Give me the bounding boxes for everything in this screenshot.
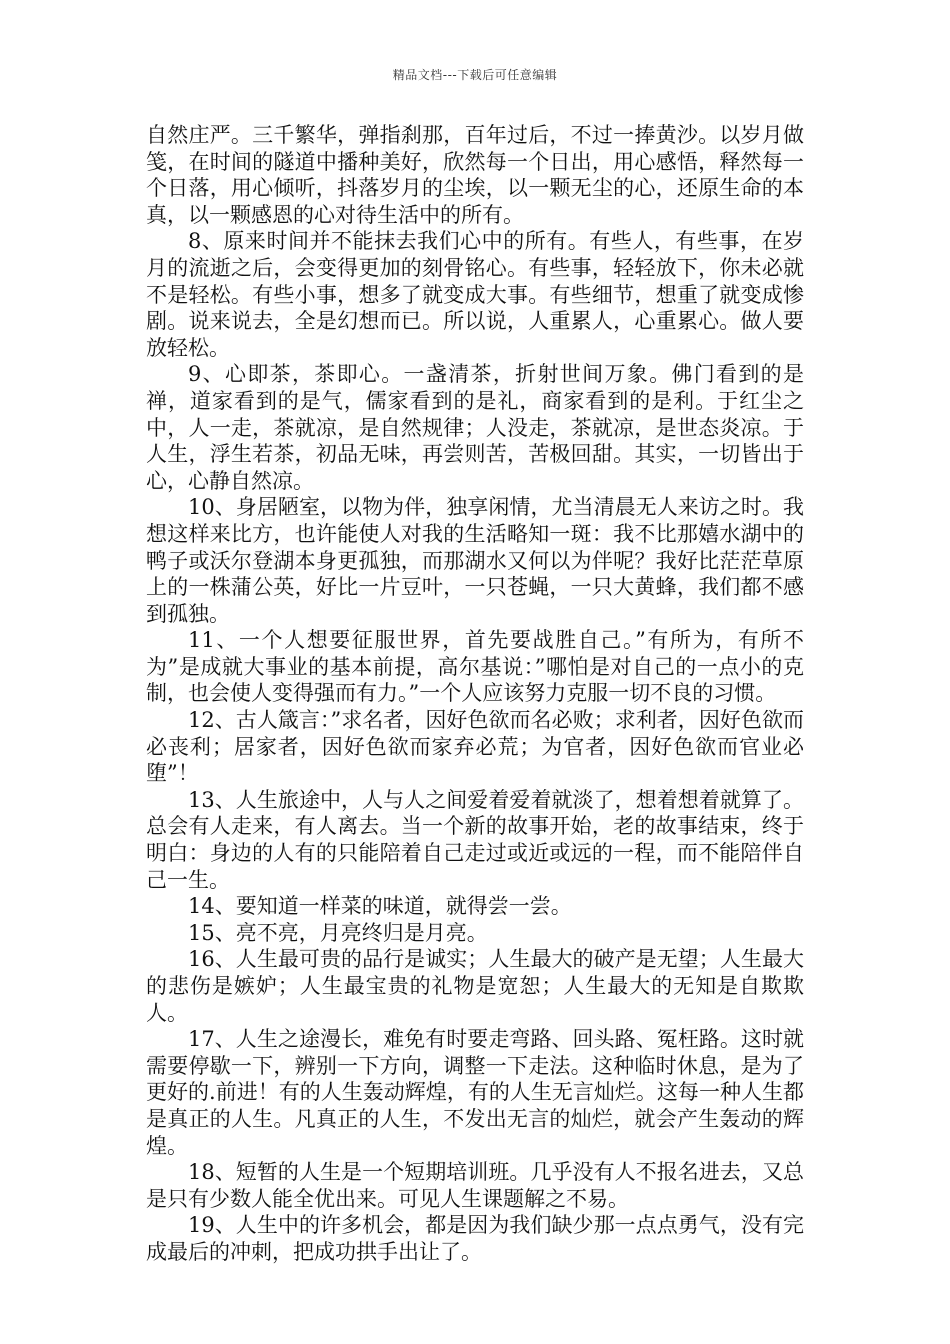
paragraph-item-11: 11、一个人想要征服世界，首先要战胜自己。”有所为，有所不为”是成就大事业的基本前提，高尔基说：”哪怕是对自己的一点小的克制，也会使人变得强而有力。”一个人应该努力克服一切不良的习惯。 — [146, 628, 804, 706]
paragraph-item-13: 13、人生旅途中，人与人之间爱着爱着就淡了，想着想着就算了。总会有人走来，有人离去。当一个新的故事开始，老的故事结束，终于明白：身边的人有的只能陪着自己走过或近或远的一程，而不能陪伴自己一生。 — [146, 787, 804, 892]
document-body — [146, 122, 804, 1266]
paragraph-item-15: 15、亮不亮，月亮终归是月亮。 — [188, 920, 488, 945]
paragraph-item-19: 19、人生中的许多机会，都是因为我们缺少那一点点勇气，没有完成最后的冲刺，把成功拱手出让了。 — [146, 1213, 804, 1264]
paragraph-item-17: 17、人生之途漫长，难免有时要走弯路、回头路、冤枉路。这时就需要停歇一下，辨别一下方向，调整一下走法。这种临时休息，是为了更好的.前进！有的人生轰动辉煌，有的人生无言灿烂。这每一种人生都是真正的人生。凡真正的人生，不发出无言的灿烂，就会产生轰动的辉煌。 — [146, 1027, 804, 1158]
paragraph-item-14: 14、要知道一样菜的味道，就得尝一尝。 — [188, 894, 572, 919]
paragraph-item-12: 12、古人箴言：”求名者，因好色欲而名必败；求利者，因好色欲而必丧利；居家者，因好色欲而家弃必荒；为官者，因好色欲而官业必堕”！ — [146, 708, 804, 786]
paragraph-item-10: 10、身居陋室，以物为伴，独享闲情，尤当清晨无人来访之时。我想这样来比方，也许能使人对我的生活略知一斑：我不比那嬉水湖中的鸭子或沃尔登湖本身更孤独，而那湖水又何以为伴呢？我好比茫茫草原上的一株蒲公英，好比一片豆叶，一只苍蝇，一只大黄蜂，我们都不感到孤独。 — [146, 495, 804, 626]
paragraph-item-8: 8、原来时间并不能抹去我们心中的所有。有些人，有些事，在岁月的流逝之后，会变得更加的刻骨铭心。有些事，轻轻放下，你未必就不是轻松。有些小事，想多了就变成大事。有些细节，想重了就变成惨剧。说来说去，全是幻想而已。所以说，人重累人，心重累心。做人要放轻松。 — [146, 229, 804, 360]
paragraph-item-18: 18、短暂的人生是一个短期培训班。几乎没有人不报名进去，又总是只有少数人能全优出来。可见人生课题解之不易。 — [146, 1160, 804, 1211]
paragraph-item-9: 9、心即茶，茶即心。一盏清茶，折射世间万象。佛门看到的是禅，道家看到的是气，儒家看到的是礼，商家看到的是利。于红尘之中，人一走，茶就凉，是自然规律；人没走，茶就凉，是世态炎凉。于人生，浮生若茶，初品无味，再尝则苦，苦极回甜。其实，一切皆出于心，心静自然凉。 — [146, 362, 804, 493]
paragraph-item-16: 16、人生最可贵的品行是诚实；人生最大的破产是无望；人生最大的悲伤是嫉妒；人生最宝贵的礼物是宽恕；人生最大的无知是自欺欺人。 — [146, 947, 804, 1025]
paragraph-continuation: 自然庄严。三千繁华，弹指刹那，百年过后，不过一捧黄沙。以岁月做笺，在时间的隧道中播种美好，欣然每一个日出，用心感悟，释然每一个日落，用心倾听，抖落岁月的尘埃，以一颗无尘的心，还原生命的本真，以一颗感恩的心对待生活中的所有。 — [146, 123, 804, 227]
page-header: 精品文档---下载后可任意编辑 — [392, 68, 558, 82]
